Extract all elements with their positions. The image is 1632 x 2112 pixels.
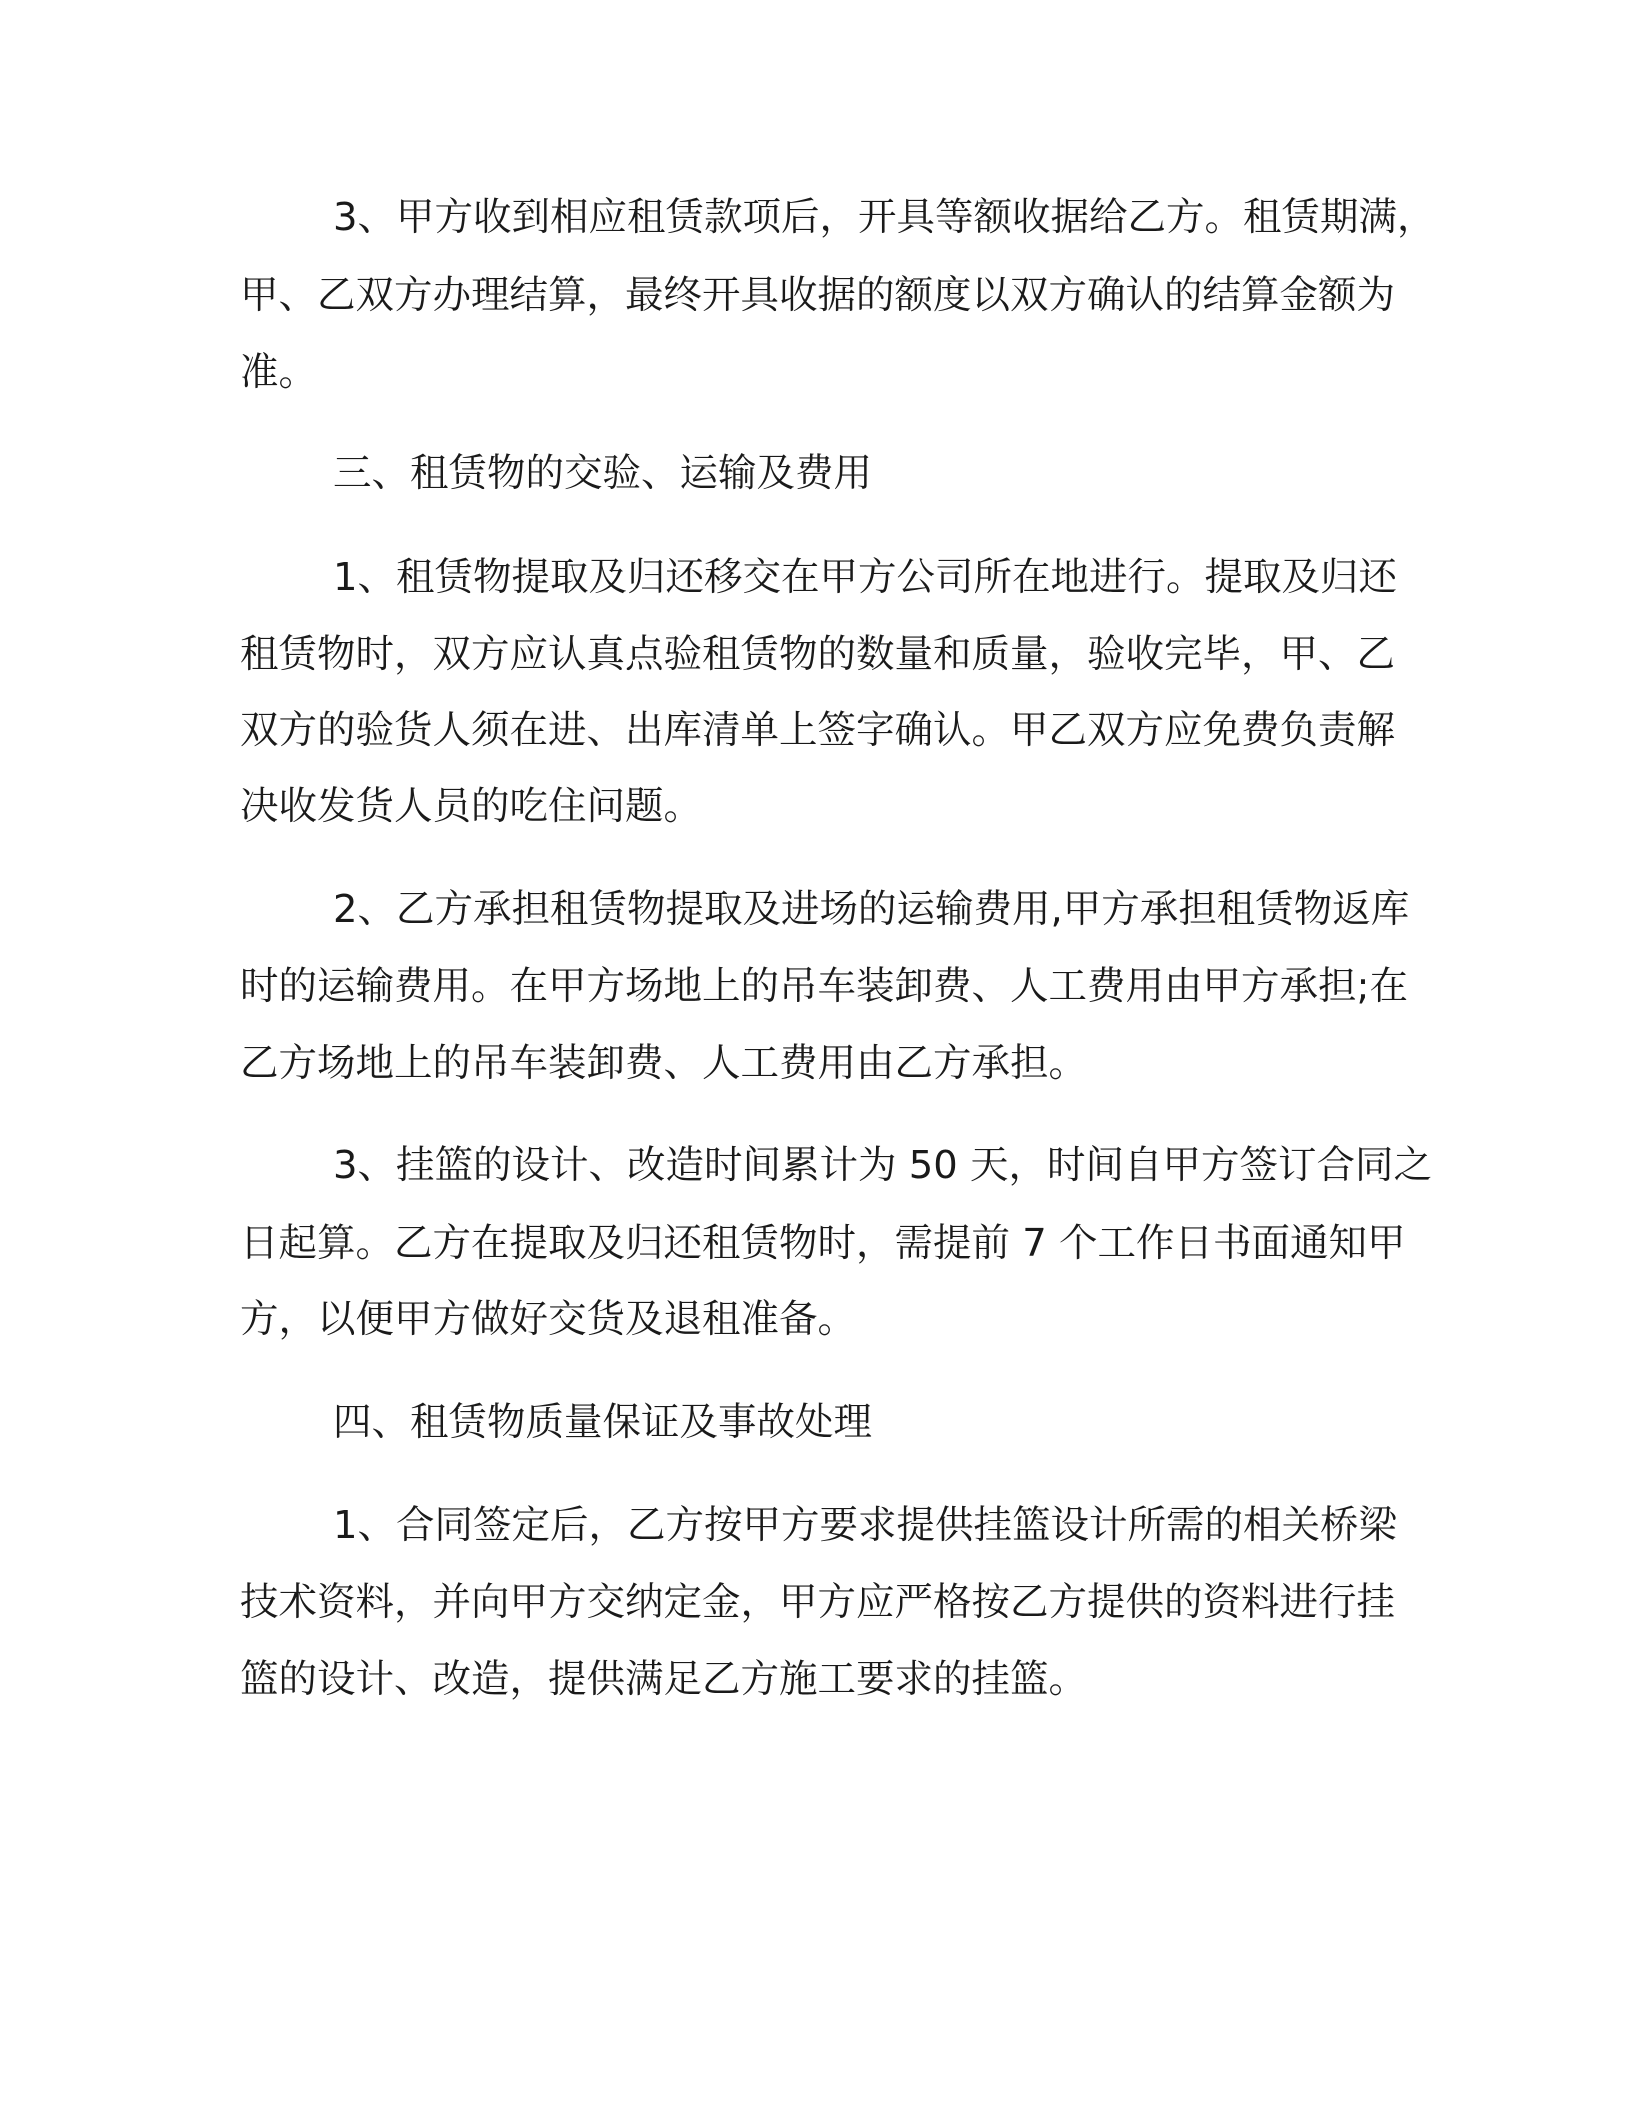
paragraph-5-line-2: 技术资料，并向甲方交纳定金，甲方应严格按乙方提供的资料进行挂 [240,1580,1396,1625]
paragraph-5-line-1: 1、合同签定后，乙方按甲方要求提供挂篮设计所需的相关桥梁 [333,1503,1397,1548]
paragraph-1-line-1: 3、甲方收到相应租赁款项后，开具等额收据给乙方。租赁期满， [333,195,1436,240]
section-heading-3: 三、租赁物的交验、运输及费用 [333,451,873,496]
paragraph-5-line-3: 篮的设计、改造，提供满足乙方施工要求的挂篮。 [240,1657,1088,1702]
section-heading-4: 四、租赁物质量保证及事故处理 [333,1400,873,1445]
paragraph-4-line-1: 3、挂篮的设计、改造时间累计为 50 天，时间自甲方签订合同之 [333,1143,1432,1188]
paragraph-1-line-2: 甲、乙双方办理结算，最终开具收据的额度以双方确认的结算金额为 [240,273,1396,318]
paragraph-3-line-2: 时的运输费用。在甲方场地上的吊车装卸费、人工费用由甲方承担;在 [240,964,1408,1009]
paragraph-2-line-2: 租赁物时，双方应认真点验租赁物的数量和质量，验收完毕，甲、乙 [240,632,1396,677]
paragraph-4-line-3: 方，以便甲方做好交货及退租准备。 [240,1297,857,1342]
paragraph-2-line-1: 1、租赁物提取及归还移交在甲方公司所在地进行。提取及归还 [333,555,1397,600]
paragraph-2-line-3: 双方的验货人须在进、出库清单上签字确认。甲乙双方应免费负责解 [240,708,1396,753]
paragraph-1-line-3: 准。 [240,350,318,395]
paragraph-3-line-3: 乙方场地上的吊车装卸费、人工费用由乙方承担。 [240,1041,1088,1086]
paragraph-4-line-2: 日起算。乙方在提取及归还租赁物时，需提前 7 个工作日书面通知甲 [240,1221,1406,1266]
paragraph-3-line-1: 2、乙方承担租赁物提取及进场的运输费用,甲方承担租赁物返库 [333,887,1410,932]
paragraph-2-line-4: 决收发货人员的吃住问题。 [240,784,703,829]
